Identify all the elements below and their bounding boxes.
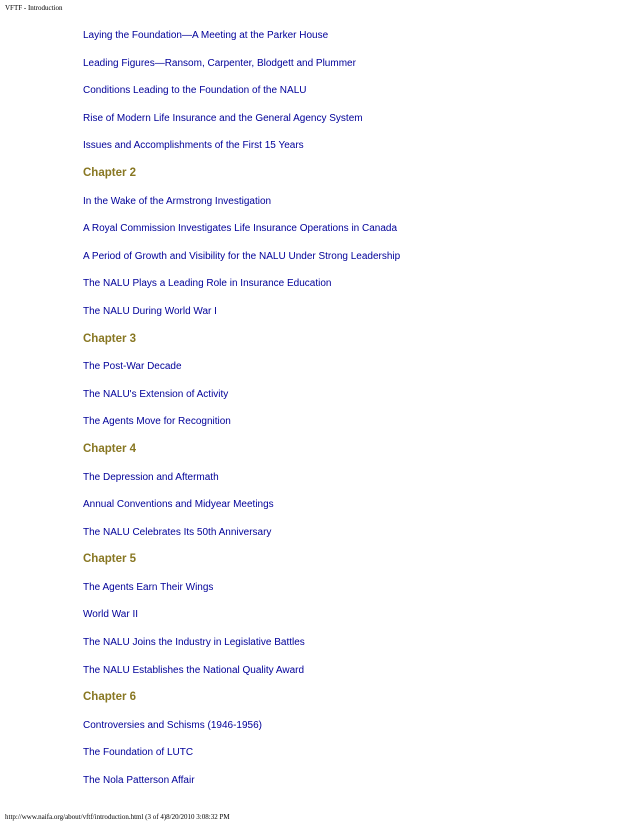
page-header-title: VFTF - Introduction	[5, 4, 63, 12]
toc-entry	[83, 496, 623, 524]
toc-entry	[83, 606, 623, 634]
toc-entry	[83, 386, 623, 414]
chapter-heading-row	[83, 441, 623, 469]
toc-link[interactable]: Controversies and Schisms (1946-1956)	[83, 719, 262, 731]
chapter-heading: Chapter 5	[83, 553, 137, 566]
toc-entry	[83, 137, 623, 165]
toc-entry	[83, 772, 623, 800]
toc-link[interactable]: A Royal Commission Investigates Life Insurance Operations in Canada	[83, 223, 398, 235]
chapter-heading: Chapter 2	[83, 166, 137, 179]
toc-link[interactable]: The NALU Celebrates Its 50th Anniversary	[83, 526, 272, 538]
chapter-heading: Chapter 6	[83, 691, 137, 704]
toc-link[interactable]: The NALU's Extension of Activity	[83, 388, 229, 400]
toc-link[interactable]: Annual Conventions and Midyear Meetings	[83, 499, 274, 511]
toc-entry	[83, 110, 623, 138]
toc-link[interactable]: Issues and Accomplishments of the First 15 Years	[83, 140, 304, 152]
chapter-heading-row	[83, 689, 623, 717]
toc-entry	[83, 358, 623, 386]
toc-link[interactable]: The NALU Establishes the National Quality Award	[83, 664, 305, 676]
toc-link[interactable]: The NALU Joins the Industry in Legislative Battles	[83, 637, 305, 649]
toc-entry	[83, 82, 623, 110]
toc-link[interactable]: Leading Figures—Ransom, Carpenter, Blodgett and Plummer	[83, 57, 356, 69]
chapter-heading-row	[83, 165, 623, 193]
toc-entry	[83, 744, 623, 772]
toc-entry	[83, 248, 623, 276]
toc-link[interactable]: A Period of Growth and Visibility for the NALU Under Strong Leadership	[83, 250, 401, 262]
toc-entry	[83, 717, 623, 745]
chapter-heading: Chapter 4	[83, 442, 137, 455]
toc-entry	[83, 662, 623, 690]
toc-entry	[83, 524, 623, 552]
toc-entry	[83, 469, 623, 497]
toc-link[interactable]: Laying the Foundation—A Meeting at the Parker House	[83, 30, 329, 41]
toc-entry	[83, 579, 623, 607]
toc-entry	[83, 413, 623, 441]
toc-link[interactable]: The Foundation of LUTC	[83, 747, 194, 759]
toc-entry	[83, 275, 623, 303]
toc-link[interactable]: The NALU Plays a Leading Role in Insurance Education	[83, 278, 332, 290]
toc-link[interactable]: The Post-War Decade	[83, 361, 182, 373]
table-of-contents	[83, 27, 623, 800]
toc-link[interactable]: World War II	[83, 609, 139, 621]
page-footer-url: http://www.naifa.org/about/vftf/introduction.html (3 of 4)8/20/2010 3:08:32 PM	[5, 813, 230, 821]
chapter-heading: Chapter 3	[83, 332, 137, 345]
toc-link[interactable]: The Nola Patterson Affair	[83, 775, 195, 787]
toc-link[interactable]: The NALU During World War I	[83, 305, 217, 317]
toc-link[interactable]: The Agents Earn Their Wings	[83, 581, 214, 593]
toc-link[interactable]: Rise of Modern Life Insurance and the General Agency System	[83, 112, 363, 124]
toc-link[interactable]: Conditions Leading to the Foundation of the NALU	[83, 85, 307, 97]
toc-entry	[83, 634, 623, 662]
toc-entry	[83, 55, 623, 83]
toc-entry	[83, 27, 623, 55]
toc-entry	[83, 303, 623, 331]
toc-link[interactable]: The Depression and Aftermath	[83, 471, 219, 483]
chapter-heading-row	[83, 331, 623, 359]
toc-link[interactable]: In the Wake of the Armstrong Investigation	[83, 195, 272, 207]
chapter-heading-row	[83, 551, 623, 579]
toc-entry	[83, 220, 623, 248]
toc-entry	[83, 193, 623, 221]
toc-link[interactable]: The Agents Move for Recognition	[83, 416, 231, 428]
